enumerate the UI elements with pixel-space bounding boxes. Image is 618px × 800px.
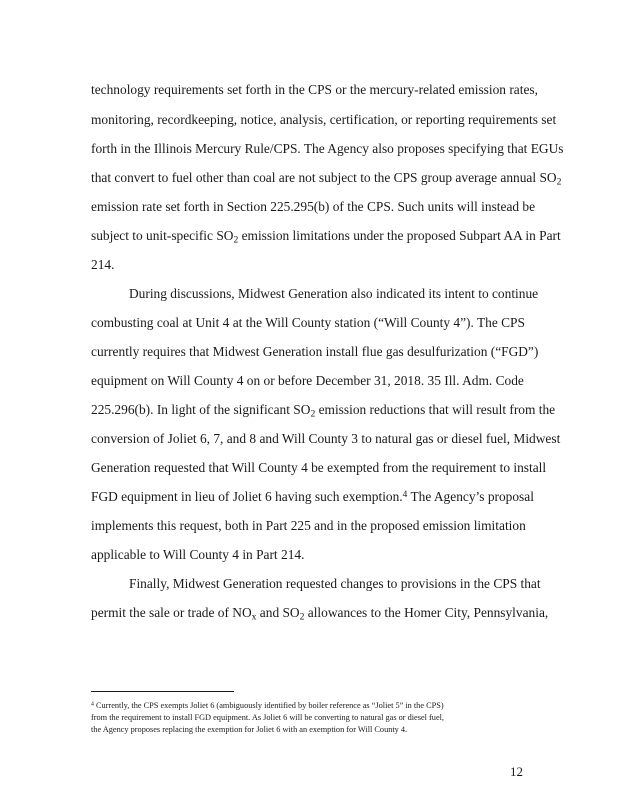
body-line: FGD equipment in lieu of Joliet 6 having such exemption.$^4$ The Agency’s proposal [91,489,534,504]
footnote-separator [91,691,234,692]
body-line: implements this request, both in Part 225 and in the proposed emission limitation [91,518,526,533]
subscript: 2 [299,611,305,623]
body-line: that convert to fuel other than coal are not subject to the CPS group average annual $SO_2$ [91,170,562,188]
subscript: x [251,611,257,623]
footnote-marker: 4 [91,701,94,708]
body-line: Generation requested that Will County 4 be exempted from the requirement to install [91,460,547,475]
body-line: subject to unit-specific $SO_2$ emission limitations under the proposed Subpart AA in Part [91,228,561,246]
body-line: equipment on Will County 4 on or before December 31, 2018. 35 Ill. Adm. Code [91,373,524,388]
footnote-line: from the requirement to install FGD equipment. As Joliet 6 will be converting to natural gas or diesel fuel, [91,713,445,722]
body-line: 225.296(b). In light of the significant $SO_2$ emission reductions that will result from the [91,402,556,420]
body-line: Finally, Midwest Generation requested changes to provisions in the CPS that [129,576,541,591]
subscript: 2 [233,234,239,246]
body-line: monitoring, recordkeeping, notice, analysis, certification, or reporting requirements set [91,112,557,127]
footnote-reference[interactable]: 4 [402,489,408,500]
body-line: currently requires that Midwest Generation install flue gas desulfurization (“FGD”) [91,344,539,359]
body-line: 214. [91,257,115,272]
body-line: During discussions, Midwest Generation also indicated its intent to continue [129,286,539,301]
page-number: 12 [510,764,523,779]
footnote-line: $^4$ Currently, the CPS exempts Joliet 6 (ambiguously identified by boiler reference as “Joliet 5” in the CPS) [91,701,444,710]
footnote-line: the Agency proposes replacing the exemption for Joliet 6 with an exemption for Will County 4. [91,725,408,734]
body-line: applicable to Will County 4 in Part 214. [91,547,305,562]
body-line: forth in the Illinois Mercury Rule/CPS. The Agency also proposes specifying that EGUs [91,141,564,156]
body-line: technology requirements set forth in the CPS or the mercury-related emission rates, [91,82,538,97]
body-line: combusting coal at Unit 4 at the Will County station (“Will County 4”). The CPS [91,315,525,330]
subscript: 2 [556,176,562,188]
body-line: conversion of Joliet 6, 7, and 8 and Will County 3 to natural gas or diesel fuel, Midwest [91,431,561,446]
subscript: 2 [310,408,316,420]
body-line: emission rate set forth in Section 225.295(b) of the CPS. Such units will instead be [91,199,536,214]
body-line: permit the sale or trade of $NO_x$ and $SO_2$ allowances to the Homer City, Pennsylvania, [91,605,549,623]
